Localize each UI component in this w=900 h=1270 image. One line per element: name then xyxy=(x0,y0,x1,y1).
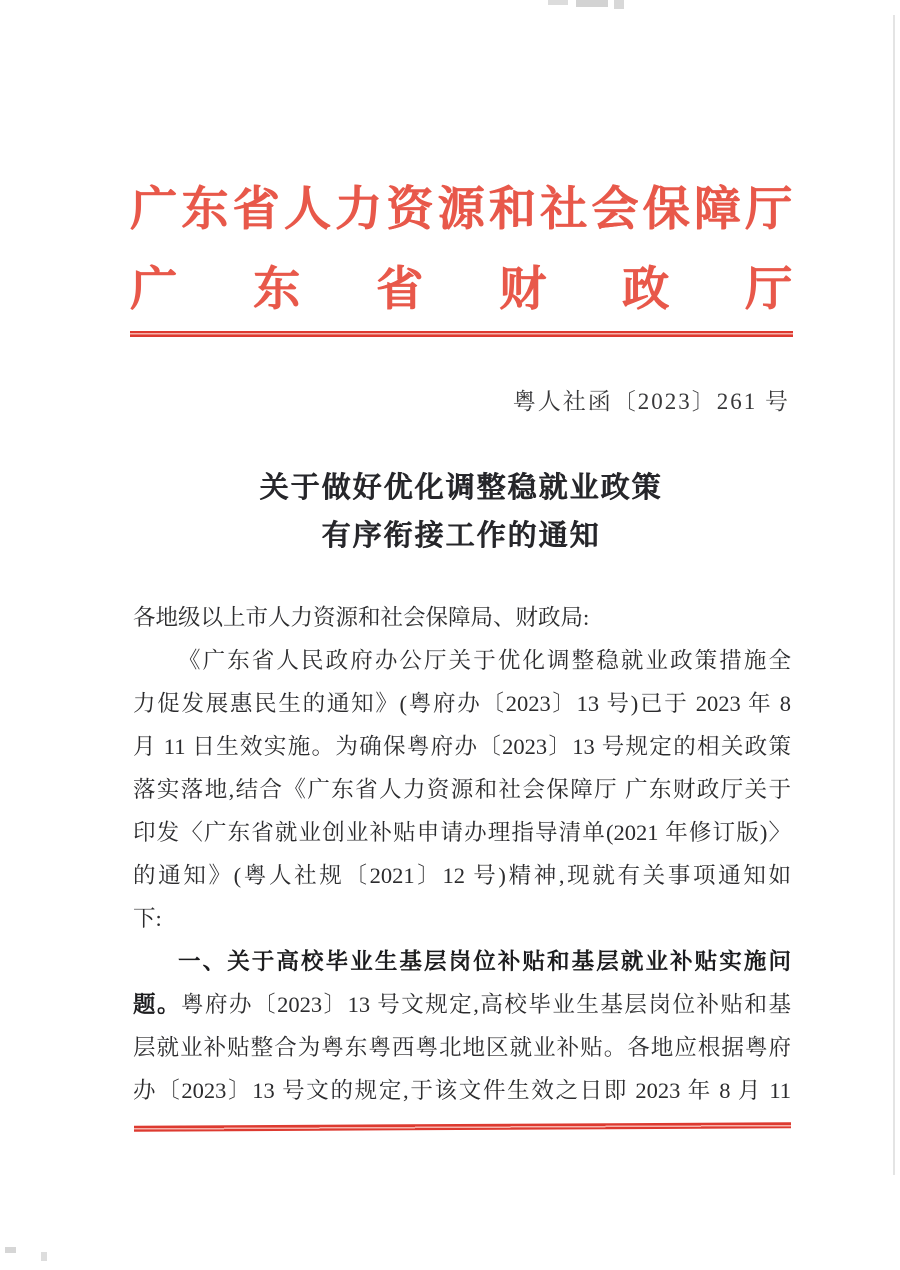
paragraph-1-line: 的通知》(粤人社规〔2021〕12 号)精神,现就有关事项通知如 xyxy=(133,863,791,888)
section-1-heading-line xyxy=(133,940,791,983)
paragraph-1-line: 落实落地,结合《广东省人力资源和社会保障厅 广东财政厅关于 xyxy=(133,777,791,802)
footer-rule xyxy=(134,1122,791,1131)
section-1-body-line: 办〔2023〕13 号文的规定,于该文件生效之日即 2023 年 8 月 11 xyxy=(133,1078,791,1103)
letterhead-agency-1: 广东省人力资源和社会保障厅 xyxy=(130,184,792,236)
document-body xyxy=(133,596,791,1112)
document-title-line-1: 关于做好优化调整稳就业政策 xyxy=(259,472,663,504)
scan-artifact xyxy=(5,1247,16,1253)
document-number: 粤人社函〔2023〕261 号 xyxy=(512,389,790,414)
section-1-body-line: 层就业补贴整合为粤东粤西粤北地区就业补贴。各地应根据粤府 xyxy=(133,1035,791,1060)
section-1-heading-bold: 一、关于高校毕业生基层岗位补贴和基层就业补贴实施问 xyxy=(178,949,791,974)
salutation: 各地级以上市人力资源和社会保障局、财政局: xyxy=(133,605,590,630)
letterhead-divider-rule xyxy=(130,331,793,337)
scan-edge-artifact xyxy=(893,15,895,1175)
section-1-body-text: 粤府办〔2023〕13 号文规定,高校毕业生基层岗位补贴和基 xyxy=(181,992,791,1017)
scan-artifact xyxy=(576,0,608,7)
section-1-heading-bold-tail: 题。 xyxy=(133,992,182,1017)
paragraph-1-line: 力促发展惠民生的通知》(粤府办〔2023〕13 号)已于 2023 年 8 xyxy=(133,691,791,716)
document-title xyxy=(130,464,792,560)
paragraph-1-line: 下: xyxy=(133,906,162,931)
paragraph-1-line: 月 11 日生效实施。为确保粤府办〔2023〕13 号规定的相关政策 xyxy=(133,734,791,759)
scan-artifact xyxy=(41,1252,47,1261)
paragraph-1-line: 印发〈广东省就业创业补贴申请办理指导清单(2021 年修订版)〉 xyxy=(133,820,791,845)
letterhead xyxy=(130,170,792,330)
scan-artifact xyxy=(614,0,624,9)
letterhead-agency-2: 广东省财政厅 xyxy=(130,264,792,316)
document-title-line-2: 有序衔接工作的通知 xyxy=(321,520,601,552)
section-1-body-line xyxy=(133,983,791,1026)
paragraph-1-line: 《广东省人民政府办公厅关于优化调整稳就业政策措施全 xyxy=(178,648,791,673)
scan-artifact xyxy=(548,0,568,5)
